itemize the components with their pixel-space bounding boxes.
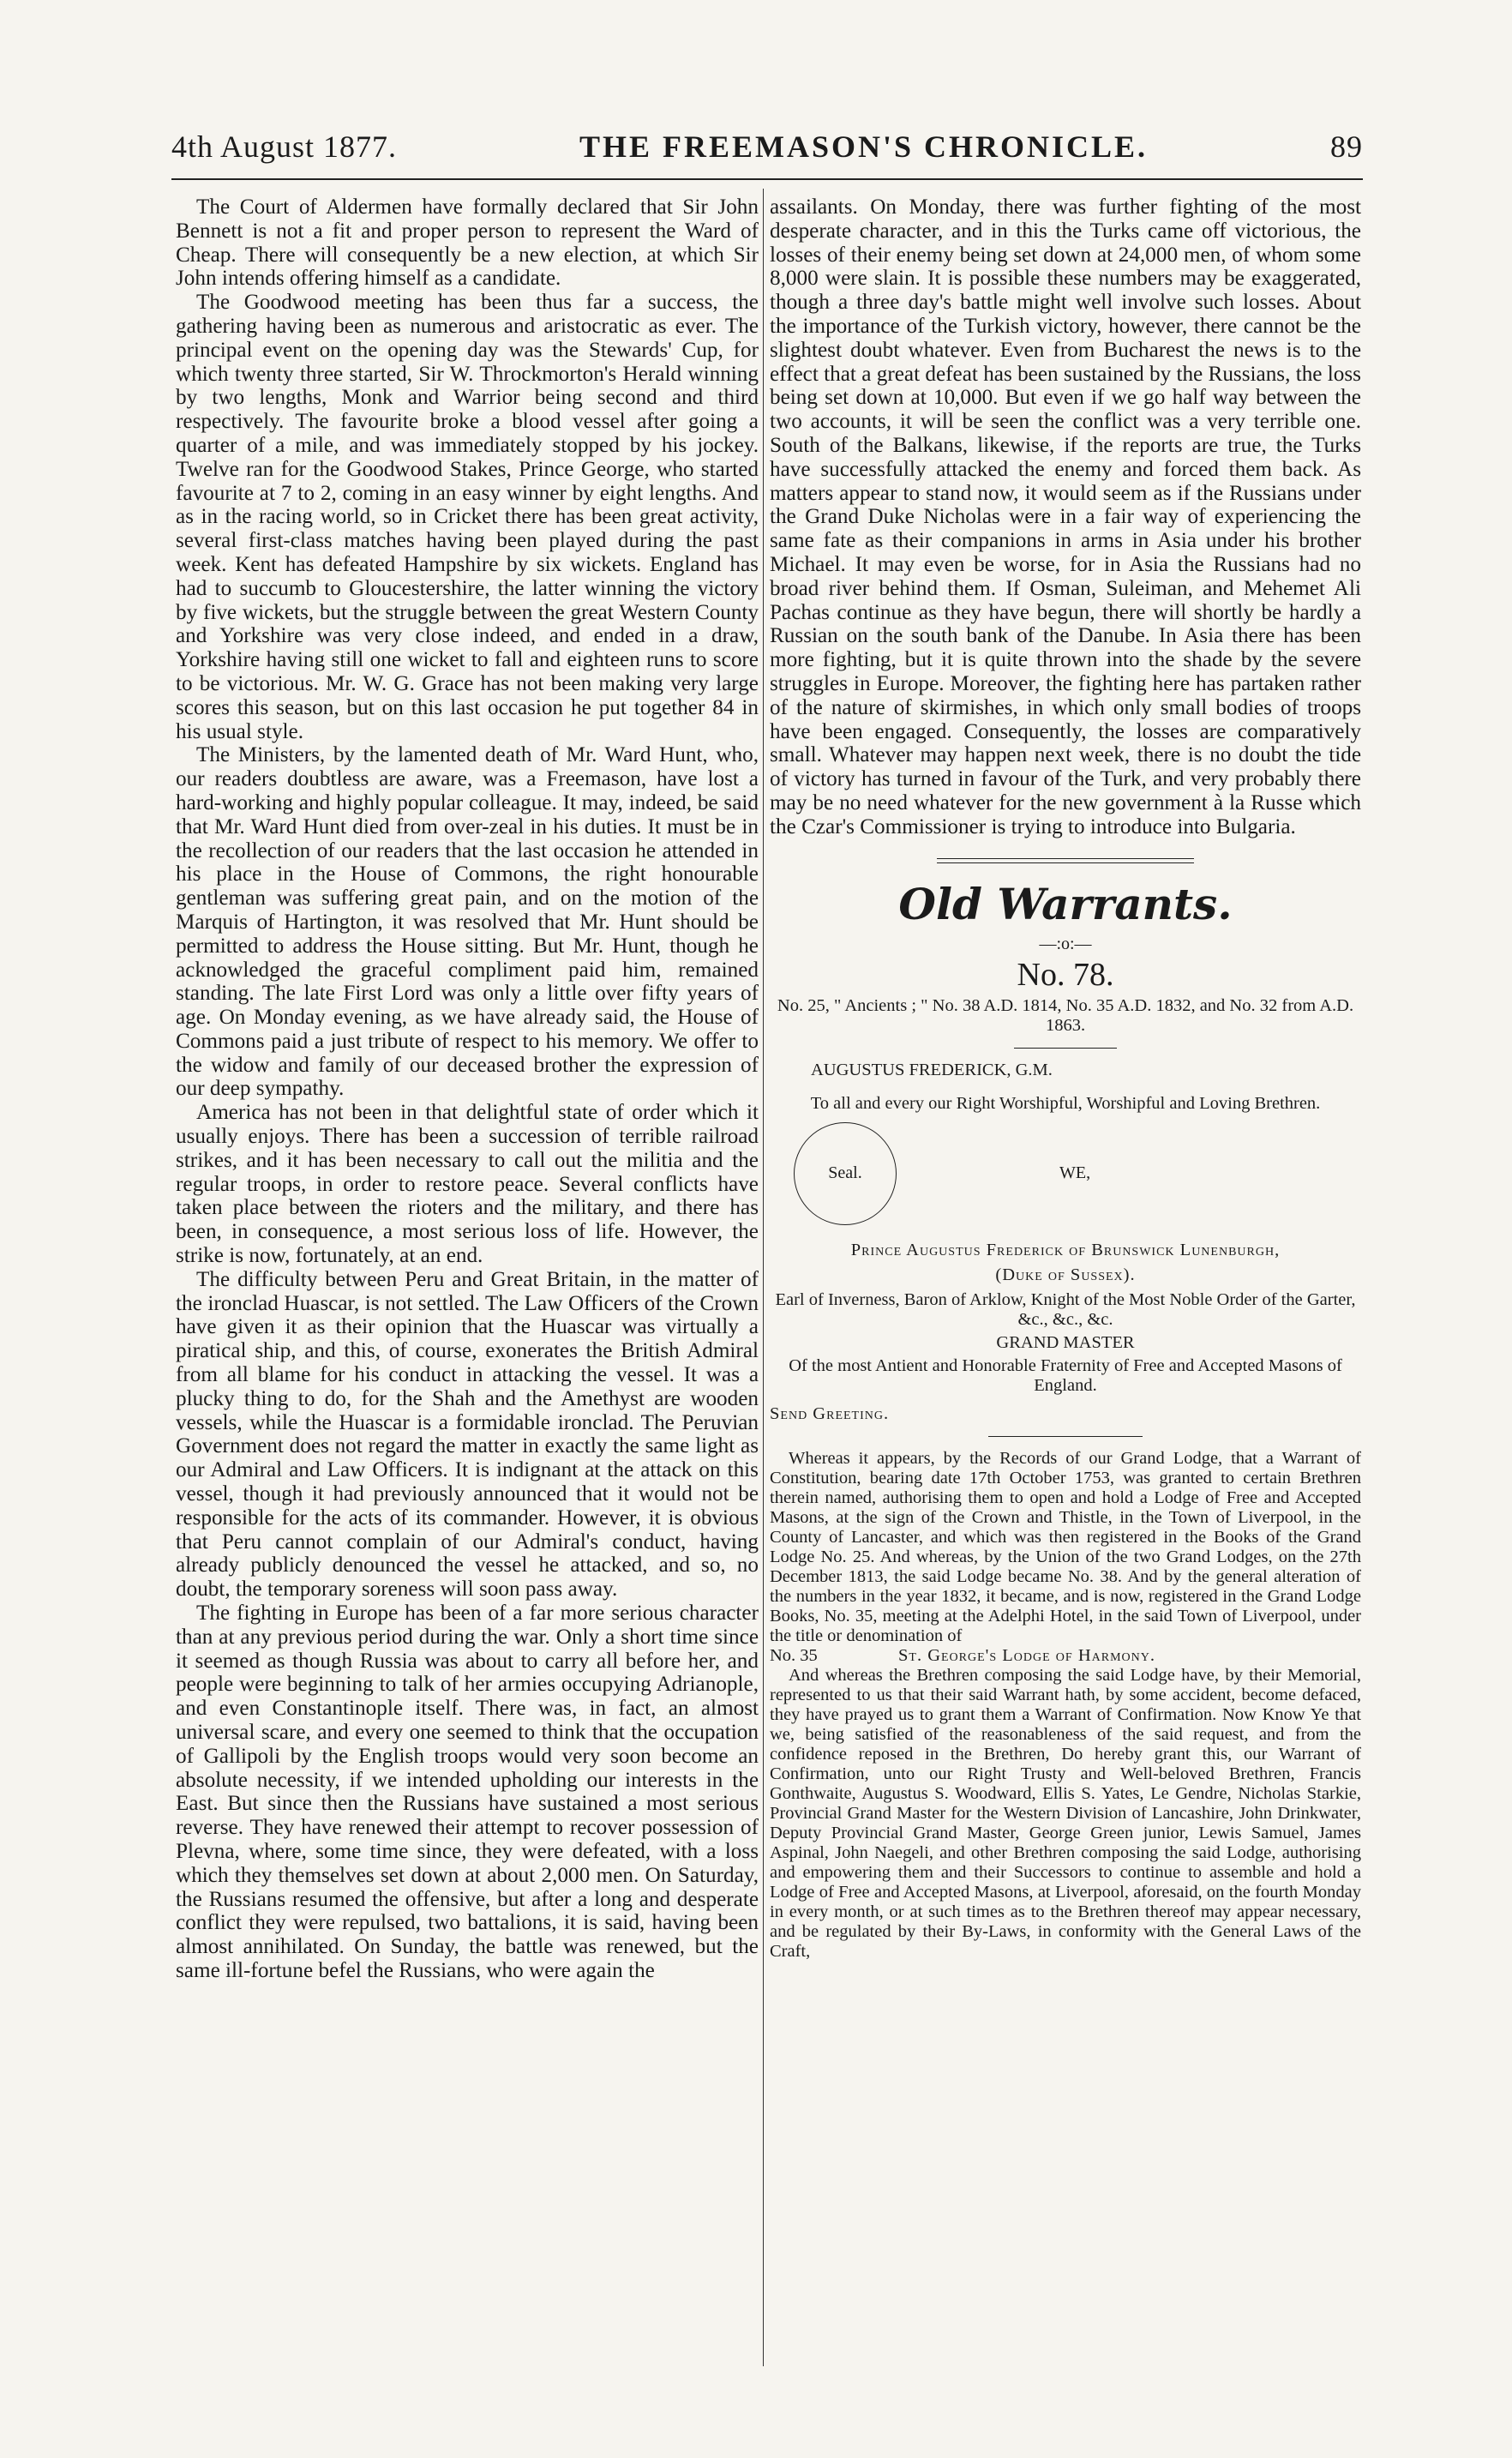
warrant-paragraph-2: And whereas the Brethren composing the said Lodge have, by their Memorial, represented to us that their said Warrant hath, by some accident, become defaced, they have prayed us to grant them a Warrant of Confirmation. Now Know Ye that we, being satisfied of the reasonableness of the said request, and from the confidence reposed in the Brethren, Do hereby grant this, our Warrant of Confirmation, unto our Right Trusty and Well-beloved Brethren, Francis Gonthwaite, Augustus S. Woodward, Ellis S. Yates, Le Gendre, Nicholas Starkie, Provincial Grand Master for the Western Division of Lancashire, John Drinkwater, Deputy Provincial Grand Master, George Green junior, Lewis Samuel, James Aspinal, John Naegeli, and other Brethren composing the said Lodge, authorising and empowering them and their Successors to continue to assemble and hold a Lodge of Free and Accepted Masons, at Liverpool, aforesaid, on the fourth Monday in every month, or at such times as to the Brethren thereof may appear necessary, and be regulated by their By-Laws, in conformity with the General Laws of the Craft, (770, 1665, 1361, 1961)
newspaper-title: THE FREEMASON'S CHRONICLE. (579, 129, 1149, 164)
right-column (770, 195, 1361, 1962)
short-rule (1014, 1048, 1117, 1049)
article-paragraph: The Ministers, by the lamented death of Mr. Ward Hunt, who, our readers doubtless are aware, was a Freemason, have lost a hard-working and highly popular colleague. It may, indeed, be said that Mr. Ward Hunt died from over-zeal in his duties. It must be in the recollection of our readers that the last occasion he attended in his place in the House of Commons, the right honourable gentleman was suffering great pain, and on the motion of the Marquis of Hartington, it was resolved that Mr. Hunt should be permitted to address the House sitting. But Mr. Hunt, though he acknowledged the graceful compliment paid him, remained standing. The late First Lord was only a little over fifty years of age. On Monday evening, as we have already said, the House of Commons paid a just tribute of respect to his memory. We offer to the widow and family of our deceased brother the expression of our deep sympathy. (176, 743, 759, 1101)
fraternity-line: Of the most Antient and Honorable Fraternity of Free and Accepted Masons of England. (789, 1355, 1342, 1395)
titles-line: Earl of Inverness, Baron of Arklow, Knight of the Most Noble Order of the Garter, &c., &c., &c. (775, 1289, 1356, 1329)
seal-row (770, 1122, 1361, 1225)
article-continuation: assailants. On Monday, there was further fighting of the most desperate character, and in this the Turks came off victorious, the losses of their enemy being set down at 24,000 men, of whom some 8,000 were slain. It is possible these numbers may be exaggerated, though a three day's battle might well involve such losses. About the importance of the Turkish victory, however, there cannot be the slightest doubt whatever. Even from Bucharest the news is to the effect that a great defeat has been sustained by the Russians, the loss being set down at 10,000. But even if we go half way between the two accounts, it will be seen the conflict was a very terrible one. South of the Balkans, likewise, if the reports are true, the Turks have successfully attacked the enemy and forced them back. As matters appear to stand now, it would seem as if the Russians under the Grand Duke Nicholas were in a fair way of experiencing the same fate as their companions in arms in Asia under his brother Michael. It may even be worse, for in Asia the Russians had no broad river behind them. If Osman, Suleiman, and Mehemet Ali Pachas continue as they have begun, there will shortly be hardly a Russian on the south bank of the Danube. In Asia there has been more fighting, but it is quite thrown into the shade by the severe struggles in Europe. Moreover, the fighting here has partaken rather of the nature of skirmishes, in which only small bodies of troops have been engaged. Consequently, the losses are comparatively small. Whatever may happen next week, there is no doubt the tide of victory has turned in favour of the Turk, and very probably there may be no need whatever for the new government à la Russe which the Czar's Commissioner is trying to introduce into Bulgaria. (770, 195, 1361, 838)
seal-circle (794, 1122, 897, 1225)
column-divider (763, 189, 764, 2366)
warrant-body (770, 1449, 1361, 1962)
left-column (176, 195, 759, 1983)
warrant-subtitle: No. 25, " Ancients ; " No. 38 A.D. 1814, No. 35 A.D. 1832, and No. 32 from A.D. 1863. (777, 995, 1354, 1035)
warrant-number: No. 78. (1017, 957, 1114, 994)
seal-label: Seal. (828, 1163, 862, 1182)
address-line: To all and every our Right Worshipful, Worshipful and Loving Brethren. (810, 1093, 1321, 1113)
article-paragraph: The difficulty between Peru and Great Britain, in the matter of the ironclad Huascar, is not settled. The Law Officers of the Crown have given it as their opinion that the Huascar was virtually a piratical ship, and this, of course, exonerates the British Admiral from all blame for his conduct in attacking the vessel. It was a plucky thing to do, for the Shah and the Amethyst are wooden vessels, while the Huascar is a formidable ironclad. The Peruvian Government does not regard the matter in exactly the same light as our Admiral and Law Officers. It is indignant at the attack on this vessel, though it had previously announced that it would not be responsible for the acts of its commander. However, it is obvious that Peru cannot complain of our Admiral's conduct, having already publicly denounced the vessel he attacked, and so, no doubt, the temporary soreness will soon pass away. (176, 1267, 759, 1602)
section-double-rule (937, 858, 1194, 863)
short-rule-2 (988, 1436, 1143, 1437)
article-paragraph: The Goodwood meeting has been thus far a success, the gathering having been as numerous and aristocratic as ever. The principal event on the opening day was the Stewards' Cup, for which twenty three started, Sir W. Throckmorton's Herald winning by two lengths, Monk and Warrior being second and third respectively. The favourite broke a blood vessel after going a quarter of a mile, and was immediately stopped by his jockey. Twelve ran for the Goodwood Stakes, Prince George, who started favourite at 7 to 2, coming in an easy winner by eight lengths. And as in the racing world, so in Cricket there has been great activity, several first-class matches having been played during the past week. Kent has defeated Hampshire by six wickets. England has had to succumb to Gloucestershire, the latter winning the victory by five wickets, but the struggle between the great Western County and Yorkshire was very close indeed, and ended in a draw, Yorkshire having still one wicket to fall and eighteen runs to score to be victorious. Mr. W. G. Grace has not been making very large scores this season, but on this last occasion he put together 84 in his usual style. (176, 291, 759, 743)
ornament-separator: —:o:— (1039, 935, 1092, 954)
issue-date: 4th August 1877. (171, 129, 398, 164)
lodge-number: No. 35 (770, 1645, 818, 1665)
warrant-paragraph: Whereas it appears, by the Records of our Grand Lodge, that a Warrant of Constitution, bearing date 17th October 1753, was granted to certain Brethren therein named, authorising them to open and hold a Lodge of Free and Accepted Masons, at the sign of the Crown and Thistle, in the Town of Liverpool, in the County of Lancaster, and which was then registered in the Books of the Grand Lodge No. 25. And whereas, by the Union of the two Grand Lodges, on the 27th December 1813, the said Lodge became No. 38. And by the general alteration of the numbers in the year 1832, it became, and is now, registered in the Grand Lodge Books, No. 35, meeting at the Adelphi Hotel, in the said Town of Liverpool, under the title or denomination of (770, 1448, 1361, 1645)
article-paragraph: The Court of Aldermen have formally declared that Sir John Bennett is not a fit and proper person to represent the Ward of Cheap. There will consequently be a new election, at which Sir John intends offering himself as a candidate. (176, 195, 759, 291)
we-line: WE, (1059, 1163, 1091, 1182)
masthead (171, 129, 1363, 171)
grand-master-name: AUGUSTUS FREDERICK, G.M. (811, 1060, 1053, 1079)
prince-line: Prince Augustus Frederick of Brunswick Lunenburgh, (850, 1240, 1281, 1259)
header-rule (171, 178, 1363, 180)
greeting-line: Send Greeting. (770, 1403, 890, 1423)
lodge-name: St. George's Lodge of Harmony. (898, 1645, 1155, 1665)
lodge-line (770, 1646, 1361, 1666)
duke-line: (Duke of Sussex). (995, 1265, 1136, 1284)
article-paragraph: The fighting in Europe has been of a far more serious character than at any previous period during the war. Only a short time since it seemed as though Russia was about to carry all before her, and people were beginning to talk of her armies occupying Adrianople, and even Constantinople itself. There was, in fact, an almost universal scare, and every one seemed to think that the occupation of Gallipoli by the English troops would very soon become an absolute necessity, if we intended upholding our interests in the East. But since then the Russians have sustained a most serious reverse. They have renewed their attempt to recover possession of Plevna, where, some time since, they were defeated, with a loss which they themselves set down at about 2,000 men. On Saturday, the Russians resumed the offensive, but after a long and desperate conflict they were repulsed, two battalions, it is said, having been almost annihilated. On Sunday, the battle was renewed, but the same ill-fortune befel the Russians, who were again the (176, 1602, 759, 1982)
article-paragraph: America has not been in that delightful state of order which it usually enjoys. There has been a succession of terrible railroad strikes, and it has been necessary to call out the militia and the regular troops, in order to restore peace. Several conflicts have taken place between the rioters and the military, and there has been, in consequence, a most serious loss of life. However, the strike is now, fortunately, at an end. (176, 1101, 759, 1268)
page-number: 89 (1330, 129, 1363, 164)
grand-master-title: GRAND MASTER (996, 1332, 1135, 1352)
section-title: Old Warrants. (898, 878, 1233, 929)
